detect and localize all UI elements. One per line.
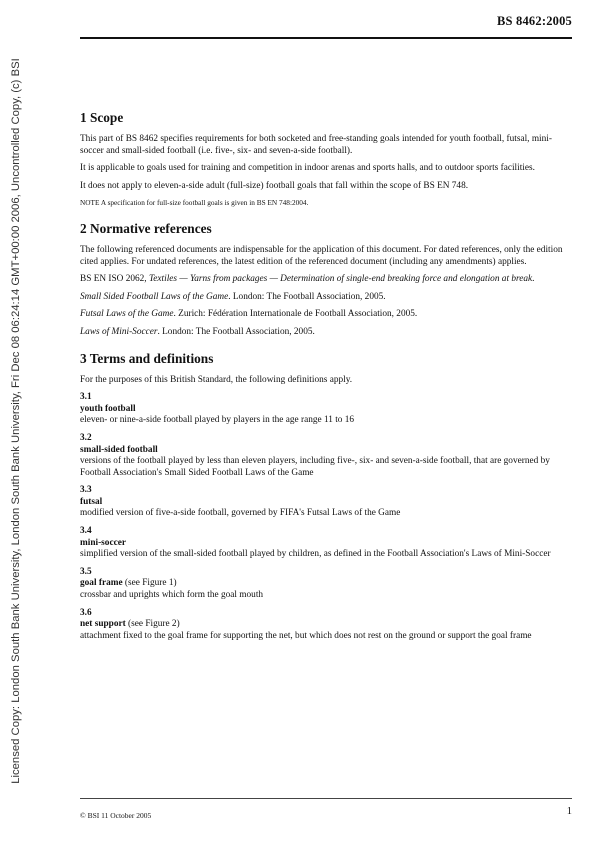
scope-paragraph-1: This part of BS 8462 specifies requirements for both socketed and free-standing goals intended for youth football, futsal, mini-soccer and small-sided football (i.e. five-, six- and seven-a-side football). [80, 134, 552, 156]
definition-text: attachment fixed to the goal frame for supporting the net, but which does not rest on the ground or support the goal frame [80, 630, 532, 641]
terms-intro: For the purposes of this British Standard, the following definitions apply. [80, 374, 353, 385]
page-number: 1 [566, 806, 572, 817]
definition-item [80, 567, 572, 602]
definition-term-text: youth football [80, 403, 136, 414]
section-heading-scope: 1 Scope [80, 110, 124, 125]
license-text: Licensed Copy: London South Bank University, London South Bank University, Fri Dec 08 06:24:14 GMT+00:00 2006, Uncontrolled Copy, (c) BSI [10, 58, 22, 784]
page-content [80, 110, 572, 654]
definition-item [80, 485, 572, 520]
footer-copyright: © BSI 11 October 2005 [80, 811, 152, 820]
definition-number: 3.5 [80, 566, 92, 577]
scope-paragraph-3: It does not apply to eleven-a-side adult (full-size) football goals that fall within the scope of BS EN 748. [80, 180, 469, 191]
reference-item [80, 292, 572, 304]
definition-text: simplified version of the small-sided football played by children, as defined in the Football Association's Laws of Mini-Soccer [80, 549, 551, 560]
section-scope [80, 110, 572, 209]
definition-text: eleven- or nine-a-side football played by players in the age range 11 to 16 [80, 415, 355, 426]
definition-item [80, 608, 572, 643]
reference-title: Small Sided Football Laws of the Game [80, 291, 229, 302]
definition-number: 3.2 [80, 432, 92, 443]
definition-term-text: small-sided football [80, 444, 158, 455]
definition-number: 3.4 [80, 526, 92, 537]
license-watermark [2, 0, 30, 842]
section-normative-references [80, 221, 572, 339]
definition-term [80, 404, 572, 416]
section-heading-normative: 2 Normative references [80, 220, 212, 236]
definition-text: crossbar and uprights which form the goal mouth [80, 590, 264, 601]
definition-term-text: futsal [80, 496, 103, 507]
definition-item [80, 392, 572, 427]
definition-figure-ref: (see Figure 2) [125, 619, 180, 630]
document-number: BS 8462:2005 [497, 14, 572, 28]
reference-prefix: BS EN ISO 2062, [80, 274, 149, 285]
definition-number: 3.6 [80, 607, 92, 618]
definition-term [80, 578, 572, 590]
definition-term [80, 445, 572, 457]
reference-title: Laws of Mini-Soccer [80, 326, 158, 337]
reference-item [80, 327, 572, 339]
section-terms-definitions [80, 351, 572, 643]
definition-text: modified version of five-a-side football, governed by FIFA's Futsal Laws of the Game [80, 508, 401, 519]
definition-item [80, 526, 572, 561]
reference-title: Textiles — Yarns from packages — Determination of single-end breaking force and elongation at break [148, 274, 533, 285]
definition-term-text: goal frame [80, 578, 123, 589]
definition-term-text: net support [80, 619, 126, 630]
reference-suffix: . London: The Football Association, 2005. [157, 326, 315, 337]
definition-term [80, 619, 572, 631]
definition-term [80, 538, 572, 550]
section-heading-terms: 3 Terms and definitions [80, 350, 214, 366]
scope-note: NOTE A specification for full-size football goals is given in BS EN 748:2004. [80, 198, 309, 208]
reference-suffix: . London: The Football Association, 2005. [228, 291, 386, 302]
reference-suffix: . [532, 274, 535, 285]
definition-item [80, 433, 572, 479]
definition-term [80, 497, 572, 509]
reference-item [80, 274, 572, 286]
reference-title: Futsal Laws of the Game [80, 309, 174, 320]
definition-number: 3.3 [80, 485, 92, 496]
normative-intro: The following referenced documents are indispensable for the application of this document. For dated references, only the edition cited applies. For undated references, the latest edition of the referenced document (including any amendments) applies. [80, 244, 563, 267]
reference-item [80, 309, 572, 321]
footer-rule [80, 798, 572, 799]
reference-suffix: . Zurich: Fédération Internationale de Football Association, 2005. [173, 309, 418, 320]
definition-term-text: mini-soccer [80, 537, 126, 548]
definition-text: versions of the football played by less than eleven players, including five-, six- and seven-a-side football, that are governed by Football Association's Small Sided Football Laws of the Game [80, 456, 550, 478]
definition-number: 3.1 [80, 392, 92, 403]
scope-paragraph-2: It is applicable to goals used for training and competition in indoor arenas and sports halls, and to outdoor sports facilities. [80, 163, 535, 174]
definition-figure-ref: (see Figure 1) [122, 578, 177, 589]
header-rule [80, 37, 572, 39]
